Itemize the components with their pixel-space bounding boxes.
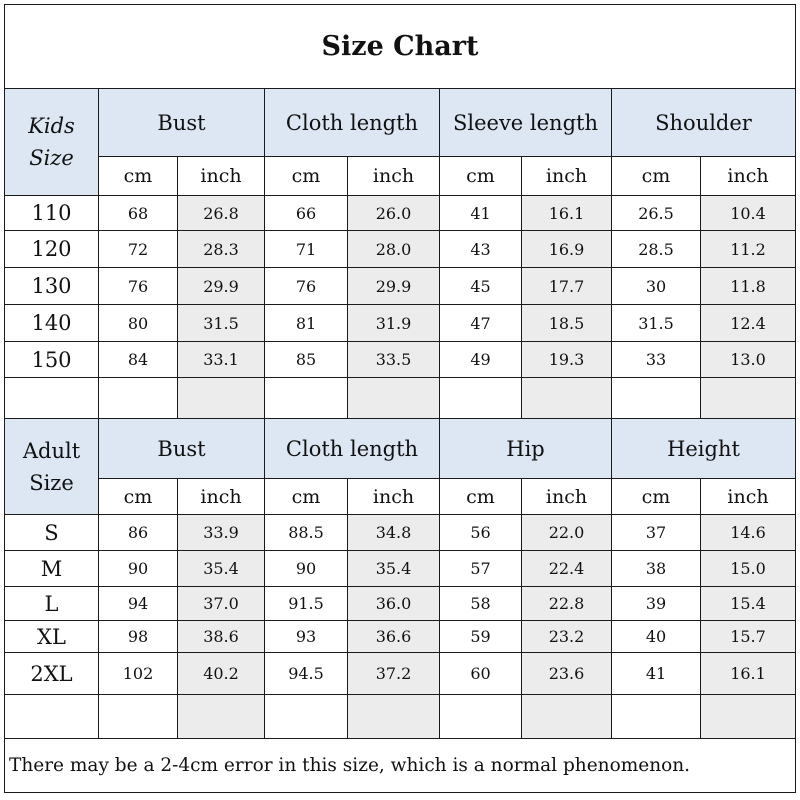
kids-blank-cell <box>177 377 265 419</box>
adult-blank-cell <box>439 694 522 739</box>
adult-value-cell: 15.4 <box>700 586 796 621</box>
kids-value-cell: 33 <box>611 341 701 378</box>
kids-value-cell: 84 <box>98 341 178 378</box>
kids-value-cell: 30 <box>611 267 701 305</box>
kids-row-size: 130 <box>4 267 99 305</box>
kids-size-label <box>4 88 99 196</box>
kids-unit-header: cm <box>439 156 522 196</box>
adult-value-cell: 56 <box>439 514 522 551</box>
kids-blank-cell <box>264 377 348 419</box>
kids-value-cell: 29.9 <box>347 267 440 305</box>
adult-value-cell: 15.7 <box>700 620 796 653</box>
kids-group-header: Sleeve length <box>439 88 612 157</box>
adult-value-cell: 34.8 <box>347 514 440 551</box>
adult-value-cell: 23.2 <box>521 620 612 653</box>
kids-value-cell: 76 <box>264 267 348 305</box>
kids-unit-header: inch <box>347 156 440 196</box>
kids-value-cell: 26.0 <box>347 195 440 231</box>
kids-unit-header: cm <box>98 156 178 196</box>
adult-value-cell: 90 <box>264 550 348 587</box>
kids-size-label-line: Kids <box>28 114 75 138</box>
adult-size-label-line: Adult <box>22 438 81 463</box>
kids-blank-cell <box>347 377 440 419</box>
kids-row-size: 140 <box>4 304 99 342</box>
kids-row-size: 150 <box>4 341 99 378</box>
adult-value-cell: 88.5 <box>264 514 348 551</box>
adult-value-cell: 14.6 <box>700 514 796 551</box>
kids-unit-header: inch <box>177 156 265 196</box>
kids-group-header: Shoulder <box>611 88 796 157</box>
adult-size-label <box>4 418 99 515</box>
kids-size-label-line: Size <box>29 146 74 170</box>
kids-row-size: 120 <box>4 230 99 268</box>
chart-title: Size Chart <box>4 4 796 89</box>
kids-blank-cell <box>521 377 612 419</box>
kids-value-cell: 85 <box>264 341 348 378</box>
adult-value-cell: 38.6 <box>177 620 265 653</box>
kids-value-cell: 28.0 <box>347 230 440 268</box>
adult-value-cell: 40 <box>611 620 701 653</box>
kids-unit-header: inch <box>521 156 612 196</box>
adult-value-cell: 37.2 <box>347 652 440 695</box>
kids-unit-header: inch <box>700 156 796 196</box>
adult-group-header: Bust <box>98 418 265 479</box>
adult-unit-header: inch <box>521 478 612 515</box>
kids-unit-header: cm <box>611 156 701 196</box>
kids-value-cell: 12.4 <box>700 304 796 342</box>
kids-value-cell: 72 <box>98 230 178 268</box>
kids-value-cell: 13.0 <box>700 341 796 378</box>
adult-blank-cell <box>177 694 265 739</box>
adult-blank-cell <box>521 694 612 739</box>
kids-value-cell: 76 <box>98 267 178 305</box>
adult-value-cell: 93 <box>264 620 348 653</box>
adult-row-size: 2XL <box>4 652 99 695</box>
kids-value-cell: 31.5 <box>611 304 701 342</box>
kids-group-header: Bust <box>98 88 265 157</box>
adult-value-cell: 36.0 <box>347 586 440 621</box>
adult-value-cell: 15.0 <box>700 550 796 587</box>
kids-unit-header: cm <box>264 156 348 196</box>
adult-value-cell: 36.6 <box>347 620 440 653</box>
kids-value-cell: 26.8 <box>177 195 265 231</box>
adult-unit-header: cm <box>98 478 178 515</box>
adult-size-label-line: Size <box>29 470 74 495</box>
adult-row-size: M <box>4 550 99 587</box>
kids-blank-cell <box>700 377 796 419</box>
kids-value-cell: 28.3 <box>177 230 265 268</box>
kids-blank-cell <box>439 377 522 419</box>
kids-value-cell: 10.4 <box>700 195 796 231</box>
kids-blank-cell <box>4 377 99 419</box>
kids-group-header: Cloth length <box>264 88 440 157</box>
adult-unit-header: cm <box>439 478 522 515</box>
kids-value-cell: 45 <box>439 267 522 305</box>
kids-value-cell: 49 <box>439 341 522 378</box>
adult-unit-header: inch <box>347 478 440 515</box>
adult-value-cell: 38 <box>611 550 701 587</box>
adult-value-cell: 37.0 <box>177 586 265 621</box>
adult-group-header: Hip <box>439 418 612 479</box>
kids-value-cell: 80 <box>98 304 178 342</box>
kids-value-cell: 19.3 <box>521 341 612 378</box>
adult-value-cell: 22.0 <box>521 514 612 551</box>
adult-blank-cell <box>264 694 348 739</box>
adult-value-cell: 40.2 <box>177 652 265 695</box>
adult-blank-cell <box>611 694 701 739</box>
adult-value-cell: 59 <box>439 620 522 653</box>
kids-value-cell: 31.9 <box>347 304 440 342</box>
adult-blank-cell <box>700 694 796 739</box>
adult-value-cell: 98 <box>98 620 178 653</box>
kids-value-cell: 11.8 <box>700 267 796 305</box>
adult-value-cell: 102 <box>98 652 178 695</box>
kids-value-cell: 18.5 <box>521 304 612 342</box>
kids-value-cell: 66 <box>264 195 348 231</box>
adult-value-cell: 94 <box>98 586 178 621</box>
adult-value-cell: 86 <box>98 514 178 551</box>
adult-value-cell: 94.5 <box>264 652 348 695</box>
adult-value-cell: 57 <box>439 550 522 587</box>
kids-value-cell: 16.1 <box>521 195 612 231</box>
kids-value-cell: 31.5 <box>177 304 265 342</box>
adult-blank-cell <box>98 694 178 739</box>
kids-blank-cell <box>611 377 701 419</box>
kids-value-cell: 26.5 <box>611 195 701 231</box>
kids-value-cell: 71 <box>264 230 348 268</box>
kids-value-cell: 68 <box>98 195 178 231</box>
kids-value-cell: 11.2 <box>700 230 796 268</box>
kids-value-cell: 41 <box>439 195 522 231</box>
kids-value-cell: 16.9 <box>521 230 612 268</box>
adult-value-cell: 22.8 <box>521 586 612 621</box>
kids-value-cell: 17.7 <box>521 267 612 305</box>
adult-value-cell: 23.6 <box>521 652 612 695</box>
kids-value-cell: 81 <box>264 304 348 342</box>
adult-row-size: L <box>4 586 99 621</box>
adult-value-cell: 39 <box>611 586 701 621</box>
adult-value-cell: 33.9 <box>177 514 265 551</box>
size-chart-table <box>4 4 795 796</box>
kids-value-cell: 47 <box>439 304 522 342</box>
adult-group-header: Height <box>611 418 796 479</box>
kids-value-cell: 28.5 <box>611 230 701 268</box>
adult-value-cell: 37 <box>611 514 701 551</box>
adult-value-cell: 35.4 <box>177 550 265 587</box>
adult-unit-header: cm <box>611 478 701 515</box>
adult-value-cell: 91.5 <box>264 586 348 621</box>
adult-blank-cell <box>4 694 99 739</box>
kids-row-size: 110 <box>4 195 99 231</box>
adult-row-size: XL <box>4 620 99 653</box>
adult-group-header: Cloth length <box>264 418 440 479</box>
adult-value-cell: 58 <box>439 586 522 621</box>
adult-unit-header: inch <box>700 478 796 515</box>
footnote-text: There may be a 2-4cm error in this size, which is a normal phenomenon. <box>4 738 796 793</box>
adult-value-cell: 16.1 <box>700 652 796 695</box>
adult-unit-header: inch <box>177 478 265 515</box>
kids-value-cell: 43 <box>439 230 522 268</box>
adult-blank-cell <box>347 694 440 739</box>
kids-blank-cell <box>98 377 178 419</box>
adult-value-cell: 60 <box>439 652 522 695</box>
adult-value-cell: 35.4 <box>347 550 440 587</box>
adult-value-cell: 41 <box>611 652 701 695</box>
adult-row-size: S <box>4 514 99 551</box>
kids-value-cell: 33.5 <box>347 341 440 378</box>
adult-unit-header: cm <box>264 478 348 515</box>
kids-value-cell: 33.1 <box>177 341 265 378</box>
kids-value-cell: 29.9 <box>177 267 265 305</box>
adult-value-cell: 22.4 <box>521 550 612 587</box>
adult-value-cell: 90 <box>98 550 178 587</box>
